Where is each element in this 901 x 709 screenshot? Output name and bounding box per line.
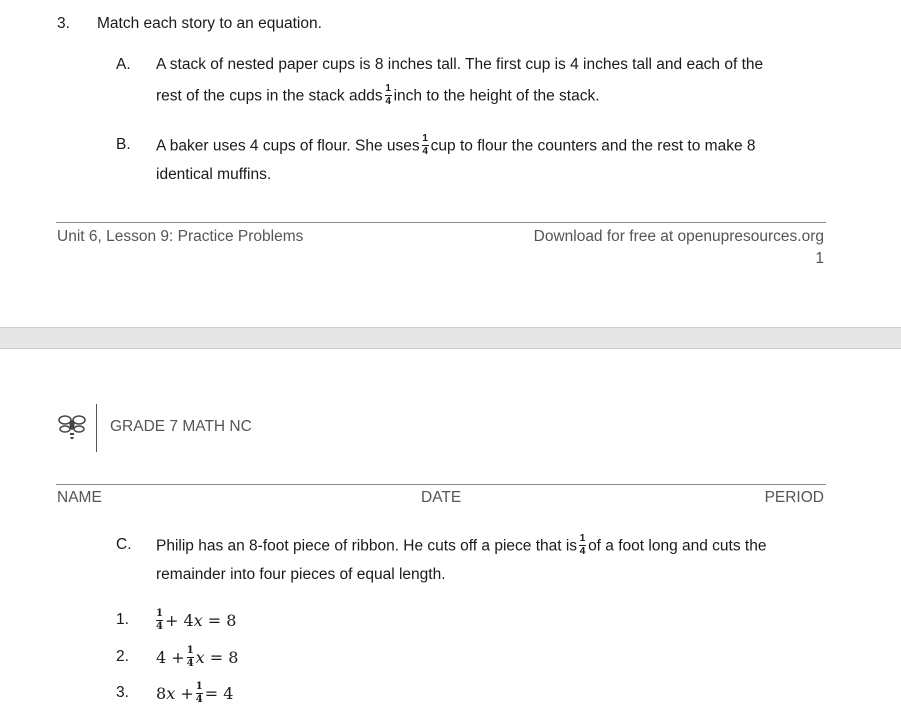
footer-lesson: Unit 6, Lesson 9: Practice Problems	[57, 228, 304, 245]
equation-2: 4 + $\frac{1}{4}$ x = 8	[156, 645, 239, 669]
story-a-line1: A stack of nested paper cups is 8 inches tall. The first cup is 4 inches tall and each of the	[156, 56, 764, 73]
page-number: 1	[815, 250, 824, 267]
question-number: 3.	[57, 15, 70, 32]
footer-download-link[interactable]: Download for free at openupresources.org	[533, 228, 824, 245]
question-prompt: Match each story to an equation.	[97, 15, 322, 32]
story-b-line2: identical muffins.	[156, 166, 272, 183]
fraction-one-quarter: $\frac{1}{4}$	[385, 83, 391, 107]
equation-1: $\frac{1}{4}$ + 4x = 8	[156, 608, 237, 632]
story-b-line1: A baker uses 4 cups of flour. She uses $\frac{1}{4}$ cup to flour the counters and the rest to make 8	[156, 133, 756, 157]
date-field-label: DATE	[421, 489, 462, 506]
equation-3: 8x + $\frac{1}{4}$ = 4	[156, 681, 234, 705]
header-divider	[96, 404, 97, 452]
period-field-label: PERIOD	[764, 489, 824, 506]
fraction-one-quarter: $\frac{1}{4}$	[579, 533, 586, 557]
story-a-line2: rest of the cups in the stack adds $\frac{1}{4}$ inch to the height of the stack.	[156, 83, 600, 107]
fraction-one-quarter: $\frac{1}{4}$	[422, 133, 428, 157]
footer-divider	[56, 222, 826, 223]
equation-number: 3.	[116, 684, 129, 701]
logo-icon	[56, 412, 88, 442]
story-c-line1: Philip has an 8-foot piece of ribbon. He cuts off a piece that is $\frac{1}{4}$ of a foot long and cuts the	[156, 533, 767, 557]
name-field-label: NAME	[57, 489, 102, 506]
equation-number: 2.	[116, 648, 129, 665]
equation-number: 1.	[116, 611, 129, 628]
name-date-divider	[56, 484, 826, 485]
story-a-label: A.	[116, 56, 131, 73]
story-b-label: B.	[116, 136, 131, 153]
page-break	[0, 327, 901, 349]
story-c-label: C.	[116, 536, 132, 553]
story-c-line2: remainder into four pieces of equal length.	[156, 566, 446, 583]
course-title: GRADE 7 MATH NC	[110, 418, 252, 435]
